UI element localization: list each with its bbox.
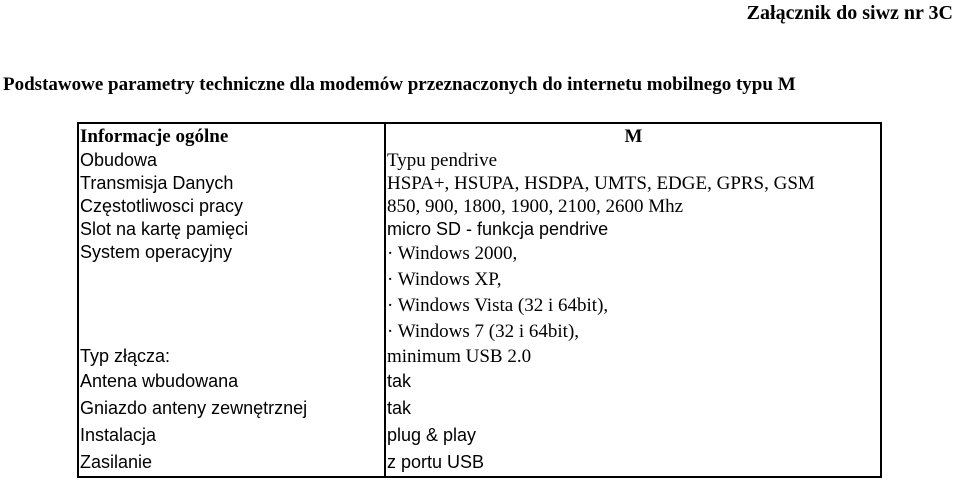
row-value-external-antenna-socket: tak: [387, 398, 412, 418]
table-row: [78, 345, 881, 368]
row-label-housing: Obudowa: [78, 149, 385, 172]
row-label-connector-type: Typ złącza:: [78, 345, 385, 368]
header-label: Informacje ogólne: [78, 123, 385, 149]
row-value-data-transmission: HSPA+, HSUPA, HSDPA, UMTS, EDGE, GPRS, GSM: [387, 173, 815, 194]
document-title: Podstawowe parametry techniczne dla modemów przeznaczonych do internetu mobilnego typu M: [3, 74, 796, 95]
table-row: [78, 241, 881, 345]
table-row: [78, 195, 881, 218]
row-value-housing: Typu pendrive: [387, 150, 498, 171]
row-label-installation: Instalacja: [78, 422, 385, 449]
row-value-built-in-antenna: tak: [387, 371, 412, 391]
os-item-windows-7: · Windows 7 (32 i 64bit),: [387, 321, 580, 342]
row-value-memory-slot: micro SD - funkcja pendrive: [387, 219, 609, 239]
spec-table: [77, 122, 882, 478]
row-label-frequencies: Częstotliwosci pracy: [78, 195, 385, 218]
header-model: M: [624, 126, 643, 147]
row-value-installation: plug & play: [387, 425, 477, 445]
row-value-frequencies: 850, 900, 1800, 1900, 2100, 2600 Mhz: [387, 196, 684, 217]
row-value-operating-system: [385, 241, 881, 345]
row-value-connector-type: minimum USB 2.0: [387, 346, 532, 367]
table-header-row: [78, 123, 881, 149]
row-label-built-in-antenna: Antena wbudowana: [78, 368, 385, 395]
os-item-windows-2000: · Windows 2000,: [387, 243, 518, 264]
table-row: [78, 218, 881, 241]
row-label-external-antenna-socket: Gniazdo anteny zewnętrznej: [78, 395, 385, 422]
os-item-windows-vista: · Windows Vista (32 i 64bit),: [387, 295, 609, 316]
table-row: [78, 172, 881, 195]
table-row: [78, 422, 881, 449]
table-row: [78, 368, 881, 395]
table-row: [78, 395, 881, 422]
attachment-label: Załącznik do siwz nr 3C: [746, 2, 953, 24]
row-label-operating-system: System operacyjny: [78, 241, 385, 345]
table-row: [78, 149, 881, 172]
row-label-data-transmission: Transmisja Danych: [78, 172, 385, 195]
os-item-windows-xp: · Windows XP,: [387, 269, 502, 290]
row-label-power-supply: Zasilanie: [78, 449, 385, 477]
row-label-memory-slot: Slot na kartę pamięci: [78, 218, 385, 241]
table-row: [78, 449, 881, 477]
row-value-power-supply: z portu USB: [387, 452, 485, 472]
